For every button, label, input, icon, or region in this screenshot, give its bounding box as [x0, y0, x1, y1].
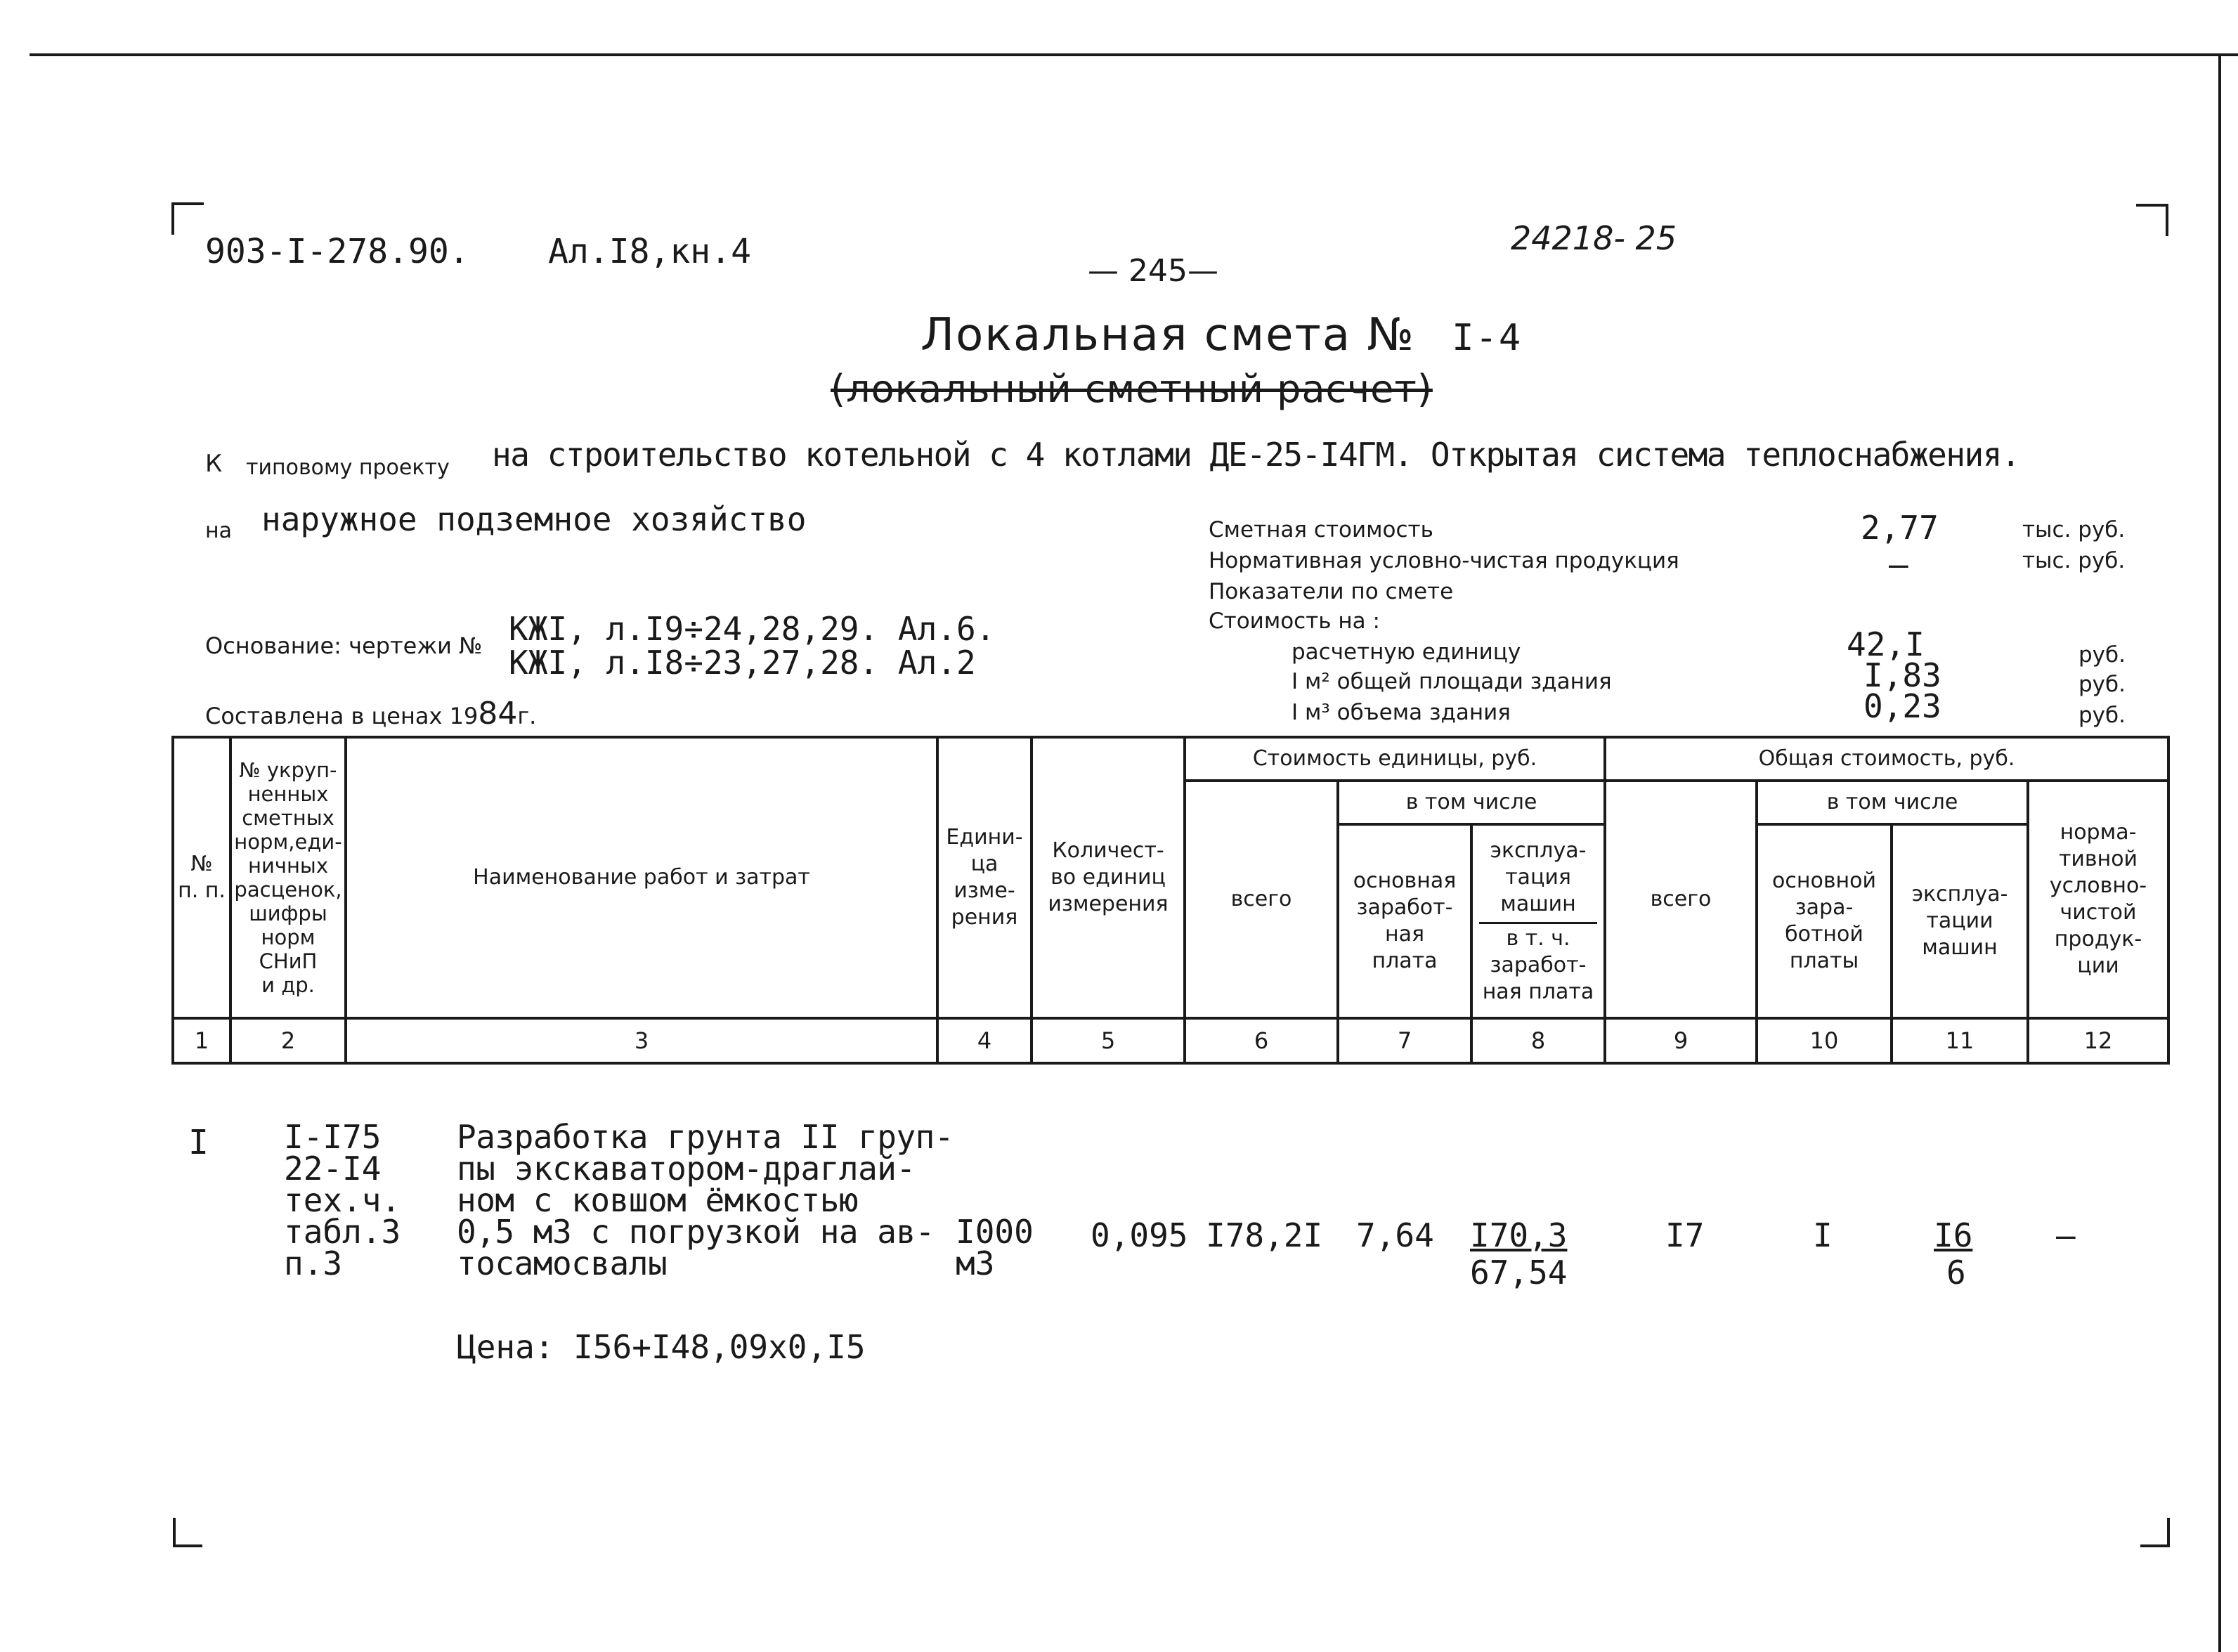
row-code: I-I75 22-I4 тех.ч. табл.3 п.3 [284, 1118, 401, 1282]
k-label: К [205, 450, 223, 478]
area-cost-value: I,83 [1863, 656, 1941, 694]
area-cost-label: I м² общей площади здания [1292, 669, 1612, 694]
row-quantity: 0,095 [1091, 1216, 1188, 1254]
prices-suffix: г. [517, 703, 537, 729]
col-header-8 [1471, 824, 1605, 1018]
col-number-1: 1 [173, 1018, 230, 1063]
row-number: I [188, 1123, 209, 1162]
col-number-3: 3 [346, 1018, 937, 1063]
unit-cost-value: 42,I [1847, 625, 1925, 663]
corner-mark-bottom-right [2140, 1518, 2170, 1547]
estimated-cost-label: Сметная стоимость [1209, 517, 1433, 542]
row-total: I7 [1665, 1216, 1705, 1254]
volume-cost-value: 0,23 [1863, 687, 1941, 725]
corner-mark-top-right [2136, 204, 2168, 236]
document-title [920, 309, 1522, 361]
col-header-2: № укруп- ненных сметных норм,еди- ничных расценок, шифры норм СНиП и др. [230, 737, 346, 1018]
cost-per-label: Стоимость на : [1209, 609, 1380, 634]
object-text: наружное подземное хозяйство [261, 500, 807, 538]
right-border-line [2218, 53, 2221, 1652]
row-unit-machine-wage: 67,54 [1470, 1254, 1568, 1292]
row-unit-machine: I70,3 [1470, 1216, 1568, 1254]
col-header-8-top: эксплуа- тация машин [1490, 838, 1587, 916]
col-number-8: 8 [1471, 1018, 1605, 1063]
volume-cost-label: I м³ объема здания [1292, 700, 1511, 725]
area-cost-unit: руб. [2078, 672, 2126, 697]
top-border-line [30, 53, 2238, 56]
page-number: — 245— [1088, 253, 1218, 289]
basis-line-1: КЖI, л.I9÷24,28,29. Ал.6. [509, 610, 996, 648]
total-cost-group-header: Общая стоимость, руб. [1605, 737, 2168, 781]
prices-label-text: Составлена в ценах 19 [205, 703, 479, 729]
project-label: типовому проекту [246, 455, 450, 480]
col-number-12: 12 [2028, 1018, 2168, 1063]
row-total-machine: I6 [1934, 1216, 1973, 1254]
col-number-11: 11 [1892, 1018, 2028, 1063]
col-header-3: Наименование работ и затрат [346, 737, 937, 1018]
col-header-8-bottom: в т. ч. заработ- ная плата [1479, 922, 1597, 1006]
col-header-9: всего [1605, 781, 1757, 1018]
project-code: 903-I-278.90. [205, 232, 469, 271]
normative-unit: тыс. руб. [2022, 548, 2126, 573]
indicators-label: Показатели по смете [1209, 579, 1454, 604]
col-header-7: основная заработ- ная плата [1338, 824, 1471, 1018]
estimated-cost-value: 2,77 [1861, 509, 1939, 547]
unit-cost-unit: руб. [2078, 642, 2126, 668]
basis-line-2: КЖI, л.I8÷23,27,28. Ал.2 [509, 644, 976, 682]
col-header-1: № п. п. [173, 737, 230, 1018]
col-number-10: 10 [1757, 1018, 1892, 1063]
col-number-4: 4 [937, 1018, 1032, 1063]
normative-label: Нормативная условно-чистая продукция [1209, 548, 1679, 573]
na-label: на [205, 519, 232, 543]
volume-cost-unit: руб. [2078, 703, 2126, 728]
col-number-7: 7 [1338, 1018, 1471, 1063]
col-header-11: эксплуа- тации машин [1892, 824, 2028, 1018]
price-note: Цена: I56+I48,09х0,I5 [457, 1328, 866, 1366]
corner-mark-bottom-left [173, 1518, 202, 1547]
row-total-machine-wage: 6 [1946, 1254, 1966, 1292]
col-header-5: Количест- во единиц измерения [1032, 737, 1185, 1018]
col-header-12: норма- тивной условно- чистой продук- ции [2028, 781, 2168, 1018]
col-number-5: 5 [1032, 1018, 1185, 1063]
total-cost-including-header: в том числе [1757, 781, 2028, 824]
unit-cost-group-header: Стоимость единицы, руб. [1185, 737, 1605, 781]
basis-label: Основание: чертежи № [205, 632, 483, 659]
struck-subtitle: (локальный сметный расчет) [831, 367, 1433, 411]
row-description: Разработка грунта II груп- пы экскаватором-драглай- ном с ковшом ёмкостью 0,5 м3 с погрузкой на ав- тосамосвалы [457, 1118, 954, 1282]
row-unit-total: I78,2I [1206, 1216, 1323, 1254]
col-header-10: основной зара- ботной платы [1757, 824, 1892, 1018]
col-header-6: всего [1185, 781, 1338, 1018]
estimate-header-table [171, 736, 2170, 1065]
normative-value: – [1889, 545, 1908, 583]
col-number-6: 6 [1185, 1018, 1338, 1063]
row-total-normative: – [2056, 1216, 2076, 1254]
handwritten-reference: 24218- 25 [1511, 219, 1677, 257]
unit-cost-label: расчетную единицу [1292, 639, 1521, 665]
prices-year: 84 [478, 696, 518, 731]
project-text: на строительство котельной с 4 котлами ДЕ-25-I4ГМ. Открытая система теплоснабжения. [492, 436, 2020, 474]
row-total-wage: I [1813, 1216, 1833, 1254]
row-unit-wage: 7,64 [1356, 1216, 1434, 1254]
col-number-2: 2 [230, 1018, 346, 1063]
unit-cost-including-header: в том числе [1338, 781, 1605, 824]
estimated-cost-unit: тыс. руб. [2022, 517, 2126, 542]
title-number: I-4 [1452, 317, 1523, 359]
album-reference: Ал.I8,кн.4 [548, 232, 751, 271]
row-unit: I000 м3 [956, 1213, 1034, 1282]
corner-mark-top-left [171, 202, 204, 235]
title-prefix: Локальная смета № [920, 309, 1415, 361]
col-number-9: 9 [1605, 1018, 1757, 1063]
col-header-4: Едини- ца изме- рения [937, 737, 1032, 1018]
prices-label [205, 696, 536, 731]
